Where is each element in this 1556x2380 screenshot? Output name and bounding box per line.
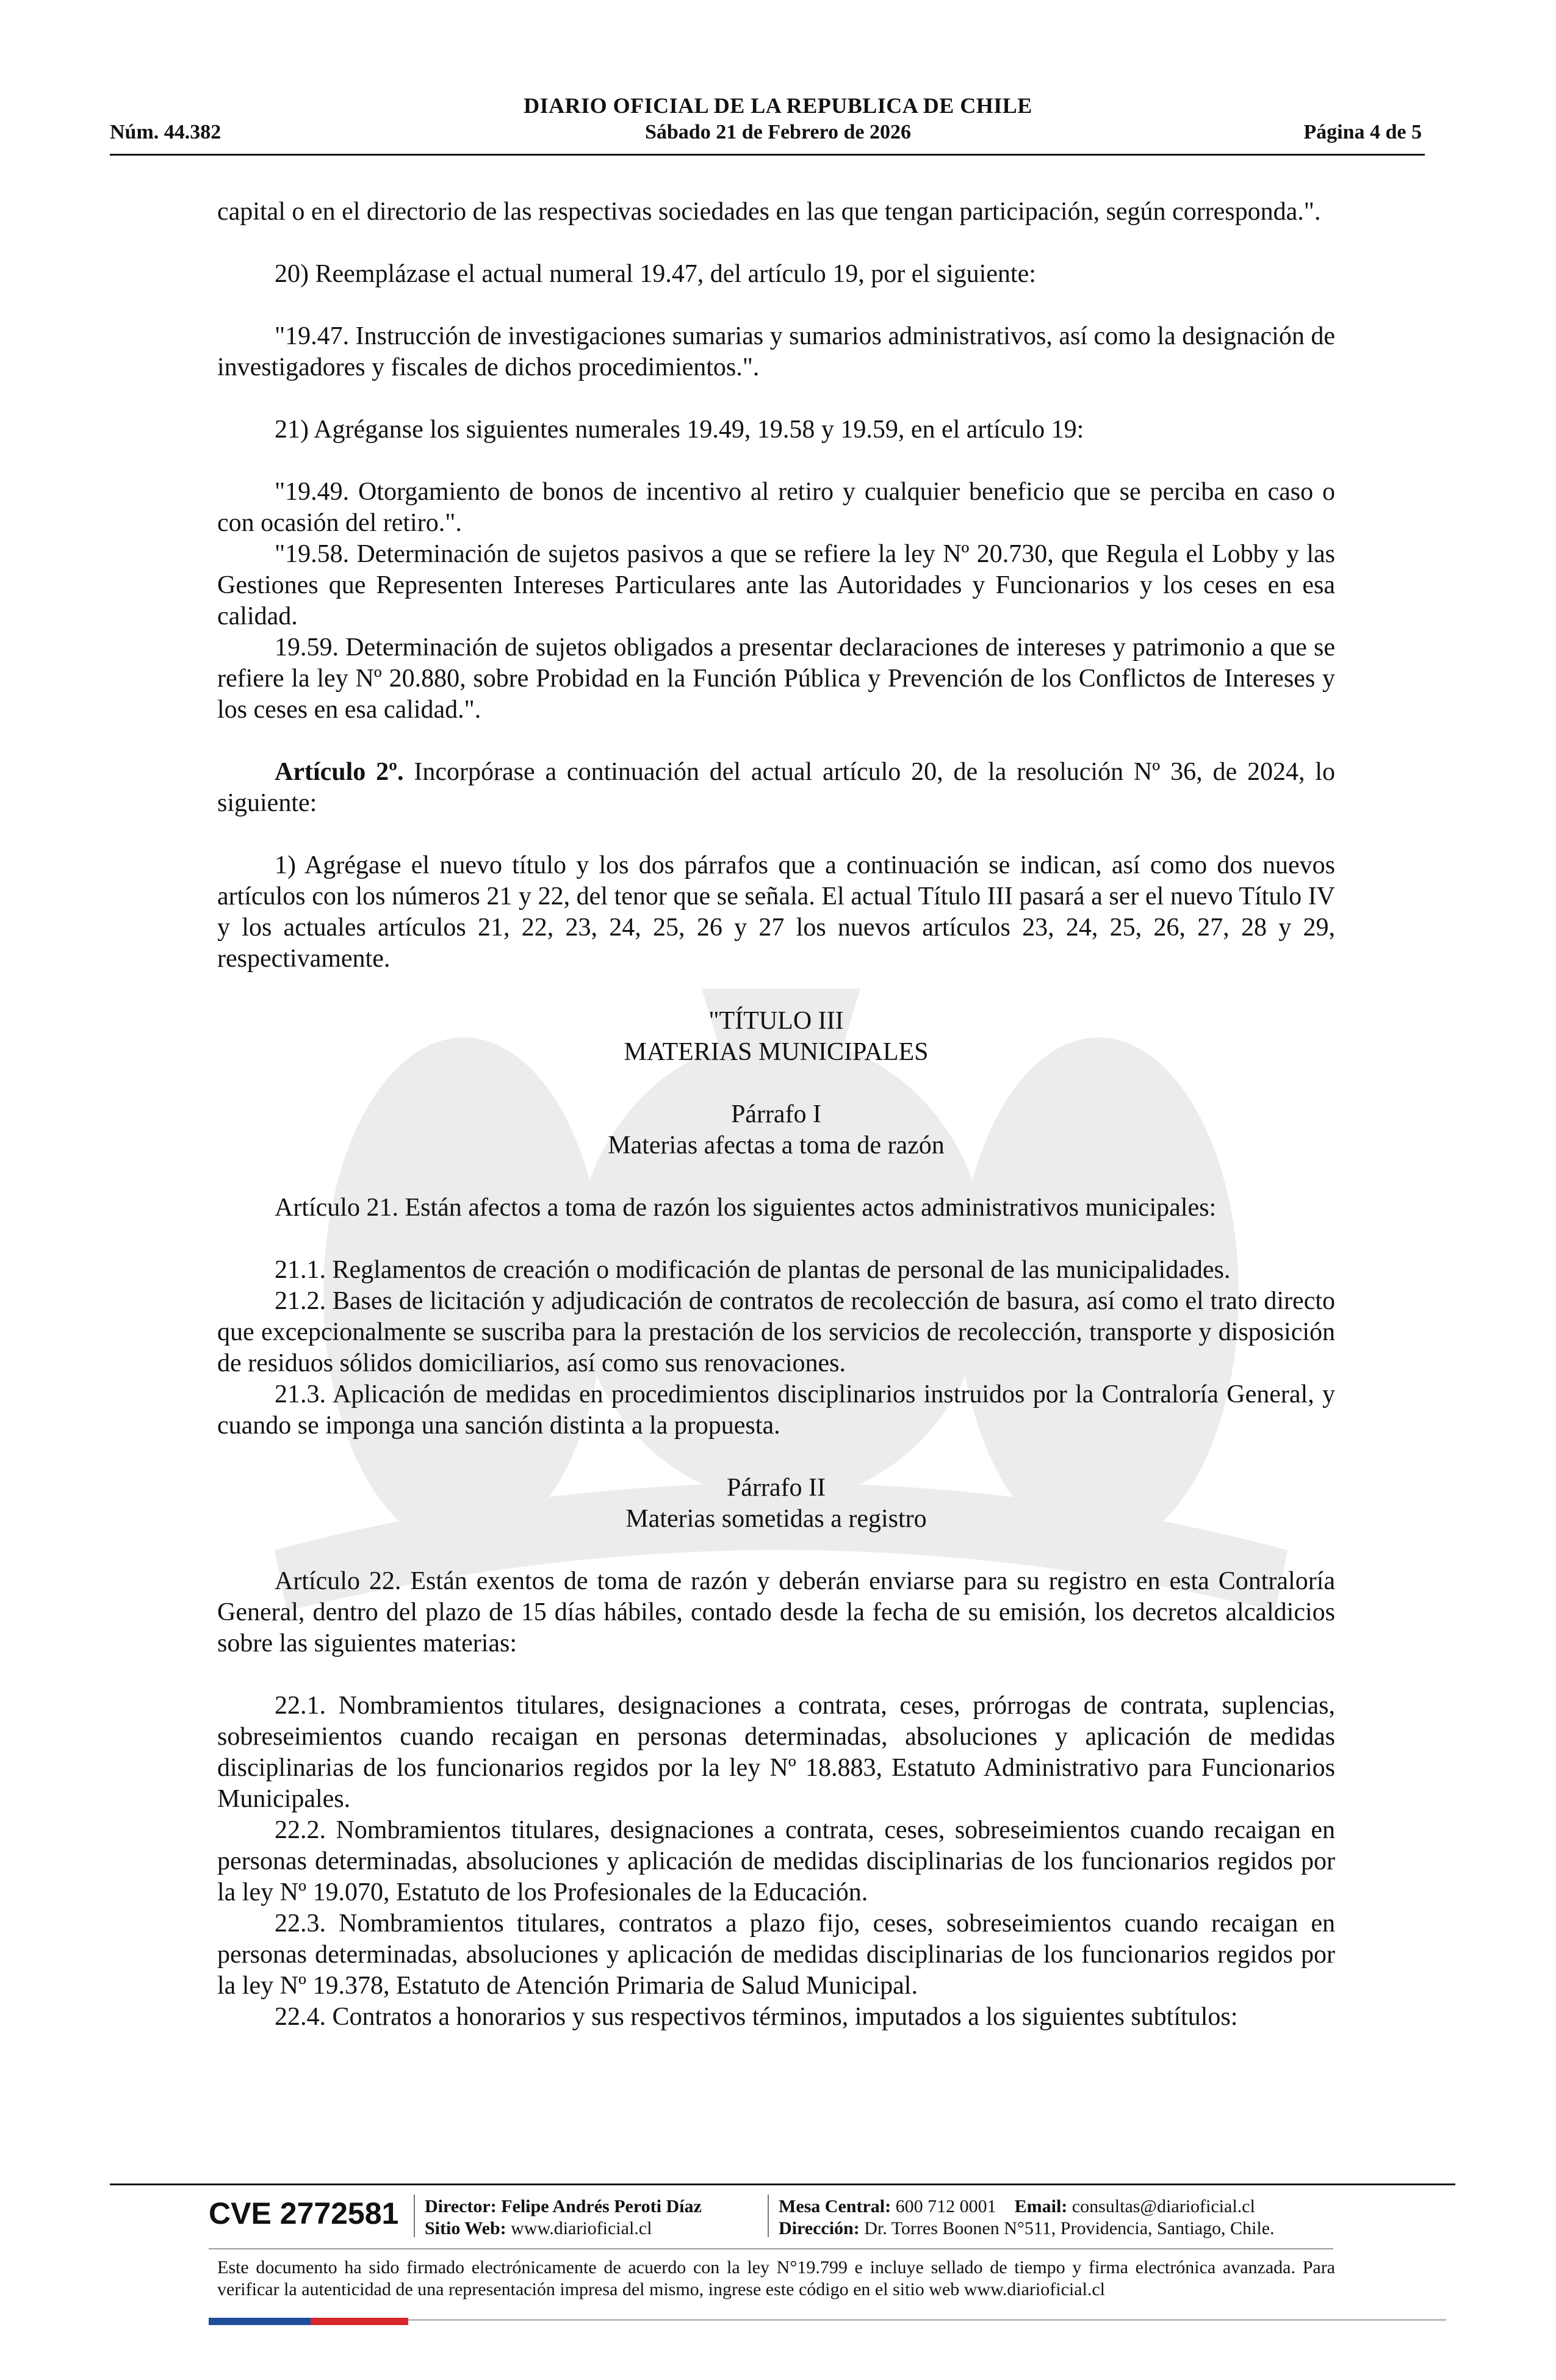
document-body (217, 197, 1335, 2033)
flag-stripe-red (311, 2318, 408, 2325)
title-iii-line: "TÍTULO III (708, 1007, 844, 1035)
footer-divider (110, 2183, 1455, 2185)
article-2-text: Incorpórase a continuación del actual artículo 20, de la resolución Nº 36, de 2024, lo siguiente: (217, 758, 1335, 817)
paragraph-item-21: 21) Agréganse los siguientes numerales 19.49, 19.58 y 19.59, en el artículo 19: (275, 416, 1084, 444)
parrafo-i-heading (217, 1099, 1335, 1161)
paragraph-numeral-19-47: "19.47. Instrucción de investigaciones sumarias y sumarios administrativos, así como la designación de investigadores y fiscales de dichos procedimientos.". (217, 322, 1335, 381)
director-name: Felipe Andrés Peroti Díaz (501, 2196, 702, 2216)
paragraph-numeral-19-59: 19.59. Determinación de sujetos obligados a presentar declaraciones de intereses y patrimonio a que se refiere la ley Nº 20.880, sobre Probidad en la Función Pública y Prevención de los Conflictos de Intereses y los ceses en esa calidad.". (217, 633, 1335, 724)
footer-separator (768, 2194, 769, 2237)
article-2-label: Artículo 2º. (275, 758, 404, 786)
issue-date: Sábado 21 de Febrero de 2026 (644, 121, 912, 143)
cve-code: CVE 2772581 (209, 2196, 399, 2230)
director-label: Director: (425, 2196, 497, 2216)
paragraph-item-1: 1) Agrégase el nuevo título y los dos párrafos que a continuación se indican, así como dos nuevos artículos con los números 21 y 22, del tenor que se señala. El actual Título III pasará a ser el nuevo Título IV y los actuales artículos 21, 22, 23, 24, 25, 26 y 27 los nuevos artículos 23, 24, 25, 26, 27, 28 y 29, respectivamente. (217, 851, 1335, 973)
paragraph-article-21: Artículo 21. Están afectos a toma de razón los siguientes actos administrativos municipales: (275, 1194, 1217, 1222)
email-link[interactable]: consultas@diarioficial.cl (1072, 2196, 1255, 2216)
mesa-central-label: Mesa Central: (779, 2196, 891, 2216)
paragraph-numeral-19-49: "19.49. Otorgamiento de bonos de incentivo al retiro y cualquier beneficio que se perciba en caso o con ocasión del retiro.". (217, 478, 1335, 537)
paragraph-numeral-19-58: "19.58. Determinación de sujetos pasivos a que se refiere la ley Nº 20.730, que Regula el Lobby y las Gestiones que Representen Intereses Particulares ante las Autoridades y Funcionarios y los ceses en esa calidad. (217, 540, 1335, 630)
header-divider (110, 154, 1425, 156)
address-label: Dirección: (779, 2218, 860, 2238)
paragraph-item-20: 20) Reemplázase el actual numeral 19.47, del artículo 19, por el siguiente: (275, 260, 1036, 288)
email-label: Email: (1014, 2196, 1068, 2216)
flag-stripe-blue (209, 2318, 311, 2325)
footer-contact-block (779, 2196, 1275, 2240)
paragraph-continuation: capital o en el directorio de las respectivas sociedades en las que tengan participación, según corresponda.". (217, 198, 1321, 226)
parrafo-i-line: Párrafo I (730, 1100, 822, 1128)
paragraph-article-2 (217, 757, 1335, 819)
paragraph-21-3: 21.3. Aplicación de medidas en procedimientos disciplinarios instruidos por la Contraloría General, y cuando se imponga una sanción distinta a la propuesta. (217, 1380, 1335, 1440)
newspaper-title: DIARIO OFICIAL DE LA REPUBLICA DE CHILE (524, 93, 1032, 118)
page-indicator: Página 4 de 5 (1303, 121, 1422, 143)
footer-separator (414, 2194, 415, 2237)
issue-number: Núm. 44.382 (110, 121, 222, 143)
paragraph-22-1: 22.1. Nombramientos titulares, designaciones a contrata, ceses, prórrogas de contrata, suplencias, sobreseimientos cuando recaigan en personas determinadas, absoluciones y aplicación de medidas disciplinarias de los funcionarios regidos por la ley Nº 18.883, Estatuto Administrativo para Funcionarios Municipales. (217, 1692, 1335, 1813)
footer-director-block (425, 2196, 702, 2240)
title-iii-heading (217, 1006, 1335, 1068)
paragraph-21-1: 21.1. Reglamentos de creación o modificación de plantas de personal de las municipalidades. (275, 1256, 1231, 1284)
paragraph-22-4: 22.4. Contratos a honorarios y sus respectivos términos, imputados a los siguientes subtítulos: (275, 2003, 1238, 2031)
title-iii-subtitle: MATERIAS MUNICIPALES (624, 1038, 929, 1066)
paragraph-22-2: 22.2. Nombramientos titulares, designaciones a contrata, ceses, sobreseimientos cuando recaigan en personas determinadas, absoluciones y aplicación de medidas disciplinarias de los funcionarios regidos por la ley Nº 19.070, Estatuto de los Profesionales de la Educación. (217, 1816, 1335, 1906)
parrafo-i-subtitle: Materias afectas a toma de razón (608, 1131, 945, 1159)
parrafo-ii-heading (217, 1473, 1335, 1535)
footer-inner-divider (209, 2248, 1333, 2249)
parrafo-ii-line: Párrafo II (726, 1474, 826, 1502)
paragraph-22-3: 22.3. Nombramientos titulares, contratos a plazo fijo, ceses, sobreseimientos cuando recaigan en personas determinadas, absoluciones y aplicación de medidas disciplinarias de los funcionarios regidos por la ley Nº 19.378, Estatuto de Atención Primaria de Salud Municipal. (217, 1909, 1335, 2000)
address-value: Dr. Torres Boonen N°511, Providencia, Santiago, Chile. (864, 2218, 1275, 2238)
mesa-central-phone: 600 712 0001 (895, 2196, 996, 2216)
electronic-signature-notice: Este documento ha sido firmado electrónicamente de acuerdo con la ley N°19.799 e incluye sellado de tiempo y firma electrónica avanzada. Para verificar la autenticidad de una representación impresa del mismo, ingrese este código en el sitio web www.diarioficial.cl (217, 2257, 1335, 2299)
website-label: Sitio Web: (425, 2218, 506, 2238)
website-link[interactable]: www.diarioficial.cl (511, 2218, 652, 2238)
paragraph-21-2: 21.2. Bases de licitación y adjudicación de contratos de recolección de basura, así como el trato directo que excepcionalmente se suscriba para la prestación de los servicios de recolección, transporte y disposición de residuos sólidos domiciliarios, así como sus renovaciones. (217, 1287, 1335, 1377)
parrafo-ii-subtitle: Materias sometidas a registro (625, 1505, 927, 1533)
paragraph-article-22: Artículo 22. Están exentos de toma de razón y deberán enviarse para su registro en esta Contraloría General, dentro del plazo de 15 días hábiles, contado desde la fecha de su emisión, los decretos alcaldicios sobre las siguientes materias: (217, 1567, 1335, 1657)
